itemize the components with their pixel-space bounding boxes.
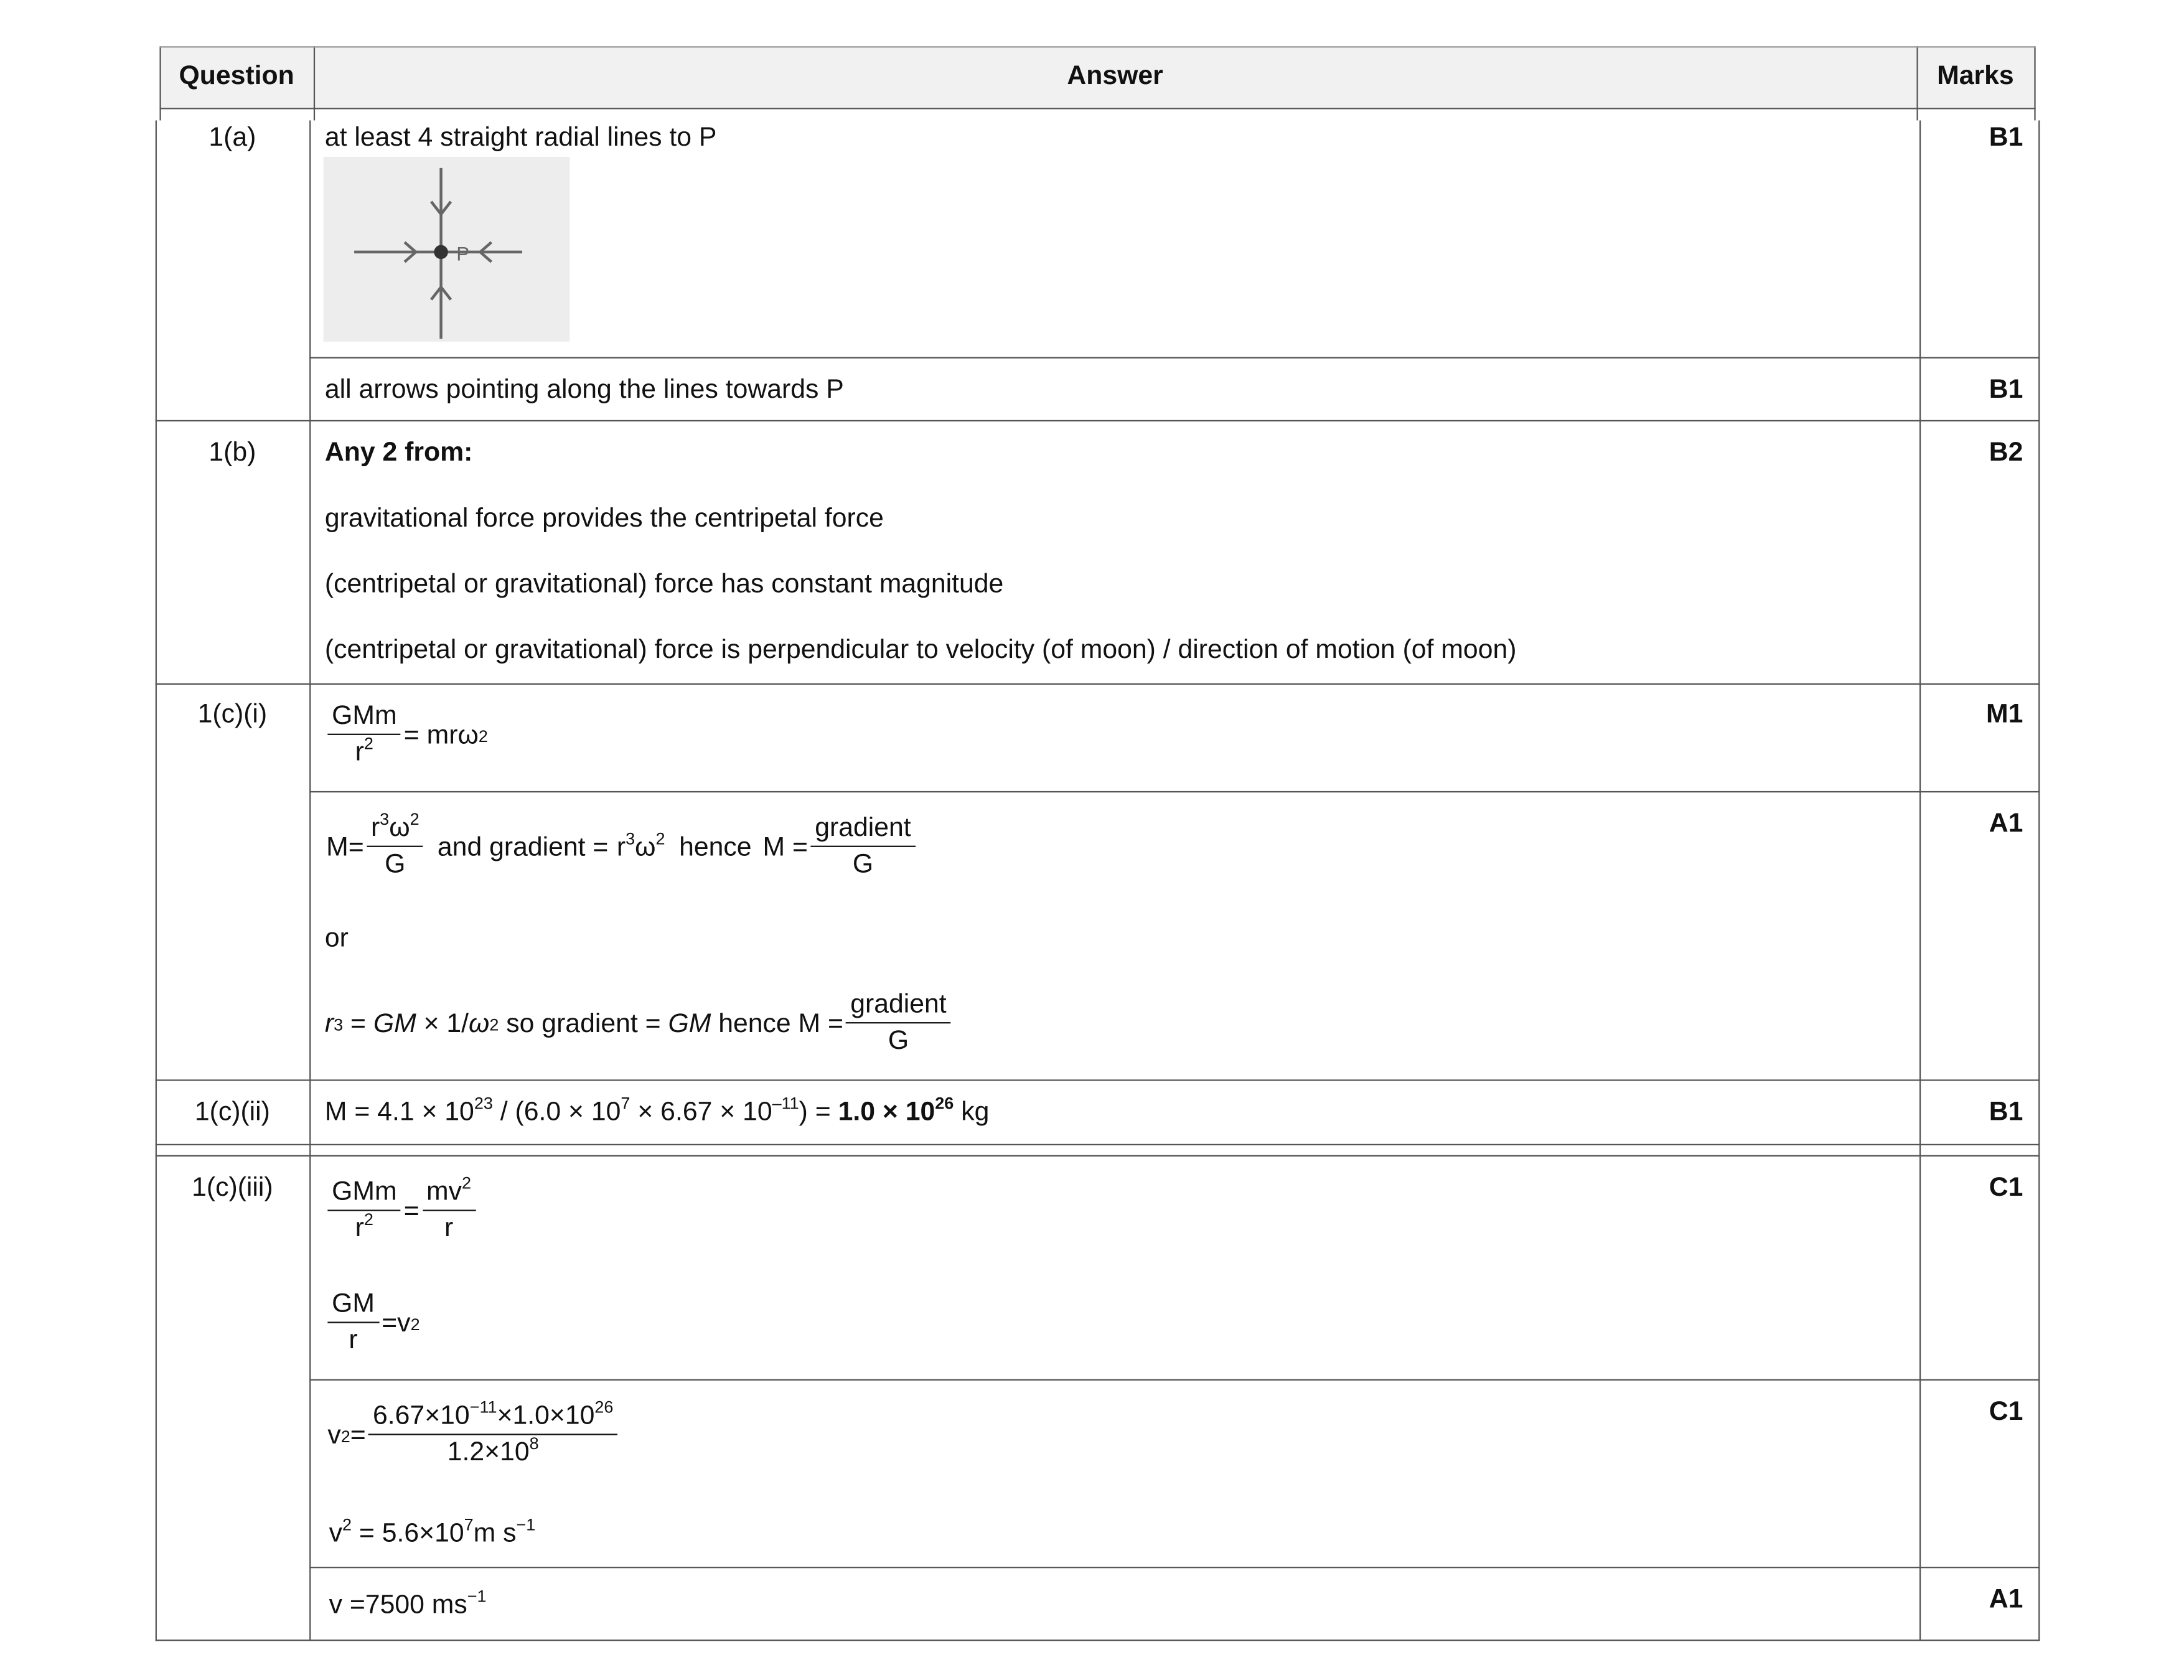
mark-1b: B2: [1989, 438, 2023, 468]
mark-1ciii-3: A1: [1989, 1585, 2023, 1615]
point-p-label: P: [456, 242, 470, 265]
answer-1cii-calculation: $M = 4.1 \times 10^{23} / (6.0 \times 10^7 \times 6.67 \times 10^{-11}) = 1.0 \times 10^{26}$ kg: [324, 1093, 990, 1127]
header-question: Question: [179, 61, 294, 92]
answer-1a-line2: all arrows pointing along the lines towards P: [324, 375, 844, 405]
answer-1b-heading: Any 2 from:: [324, 438, 473, 468]
mark-1ci-2: A1: [1989, 809, 2023, 839]
radial-field-diagram: [324, 157, 570, 342]
answer-1ci-or: or: [324, 924, 349, 954]
equation-v-squared: v 2 = $\frac{6.67\times 10^{-11}\times 1.0\times 10^{26}}{1.2\times 10^8}$: [327, 1400, 620, 1471]
equation-gravity-centripetal: $\frac{\text{GMm}}{r^2}$ = mrω 2: [325, 700, 488, 772]
header-answer: Answer: [1067, 61, 1163, 92]
answer-1b-point1: gravitational force provides the centripetal force: [324, 504, 884, 534]
mark-1ci-1: M1: [1985, 700, 2023, 730]
mark-1ciii-1: C1: [1989, 1173, 2023, 1203]
answer-final-speed: v =7500 $ms^{-1}$: [329, 1586, 487, 1620]
answer-v-squared-result: $v^2 = 5.6\times 10^7m$ $s^{-1}$: [329, 1514, 536, 1549]
equation-alternative-gradient: r 3 = GM × 1/ ω 2 so gradient = GM hence M = $\frac{\text{gradient}}{G}$: [325, 988, 954, 1060]
equation-orbital-speed: $\frac{\text{GMm}}{r^2}$ = $\frac{mv^2}{r}$: [325, 1176, 478, 1247]
equation-mass-from-gradient: M= $\frac{r^3\omega^2}{G}$ and gradient = $r^3\omega^2$ hence M = $\frac{\text{gradient}}{G}$: [326, 812, 918, 884]
question-1ciii: 1(c)(iii): [192, 1173, 273, 1203]
mark-1cii: B1: [1989, 1097, 2023, 1127]
equation-gm-over-r: $\frac{GM}{r}$ =v 2: [325, 1288, 420, 1359]
answer-1a-line1: at least 4 straight radial lines to P: [324, 123, 717, 153]
radial-lines-graphic: [324, 157, 570, 342]
question-1a: 1(a): [209, 123, 256, 153]
question-1cii: 1(c)(ii): [194, 1097, 270, 1127]
mark-1a-2: B1: [1989, 375, 2023, 405]
question-1ci: 1(c)(i): [197, 700, 268, 730]
mark-1ciii-2: C1: [1989, 1397, 2023, 1427]
answer-1b-point2: (centripetal or gravitational) force has constant magnitude: [324, 570, 1004, 599]
question-1b: 1(b): [209, 438, 256, 468]
header-marks: Marks: [1937, 61, 2014, 92]
mark-1a-1: B1: [1989, 123, 2023, 153]
answer-1b-point3: (centripetal or gravitational) force is perpendicular to velocity (of moon) / direction of motion (of moon): [324, 636, 1517, 665]
